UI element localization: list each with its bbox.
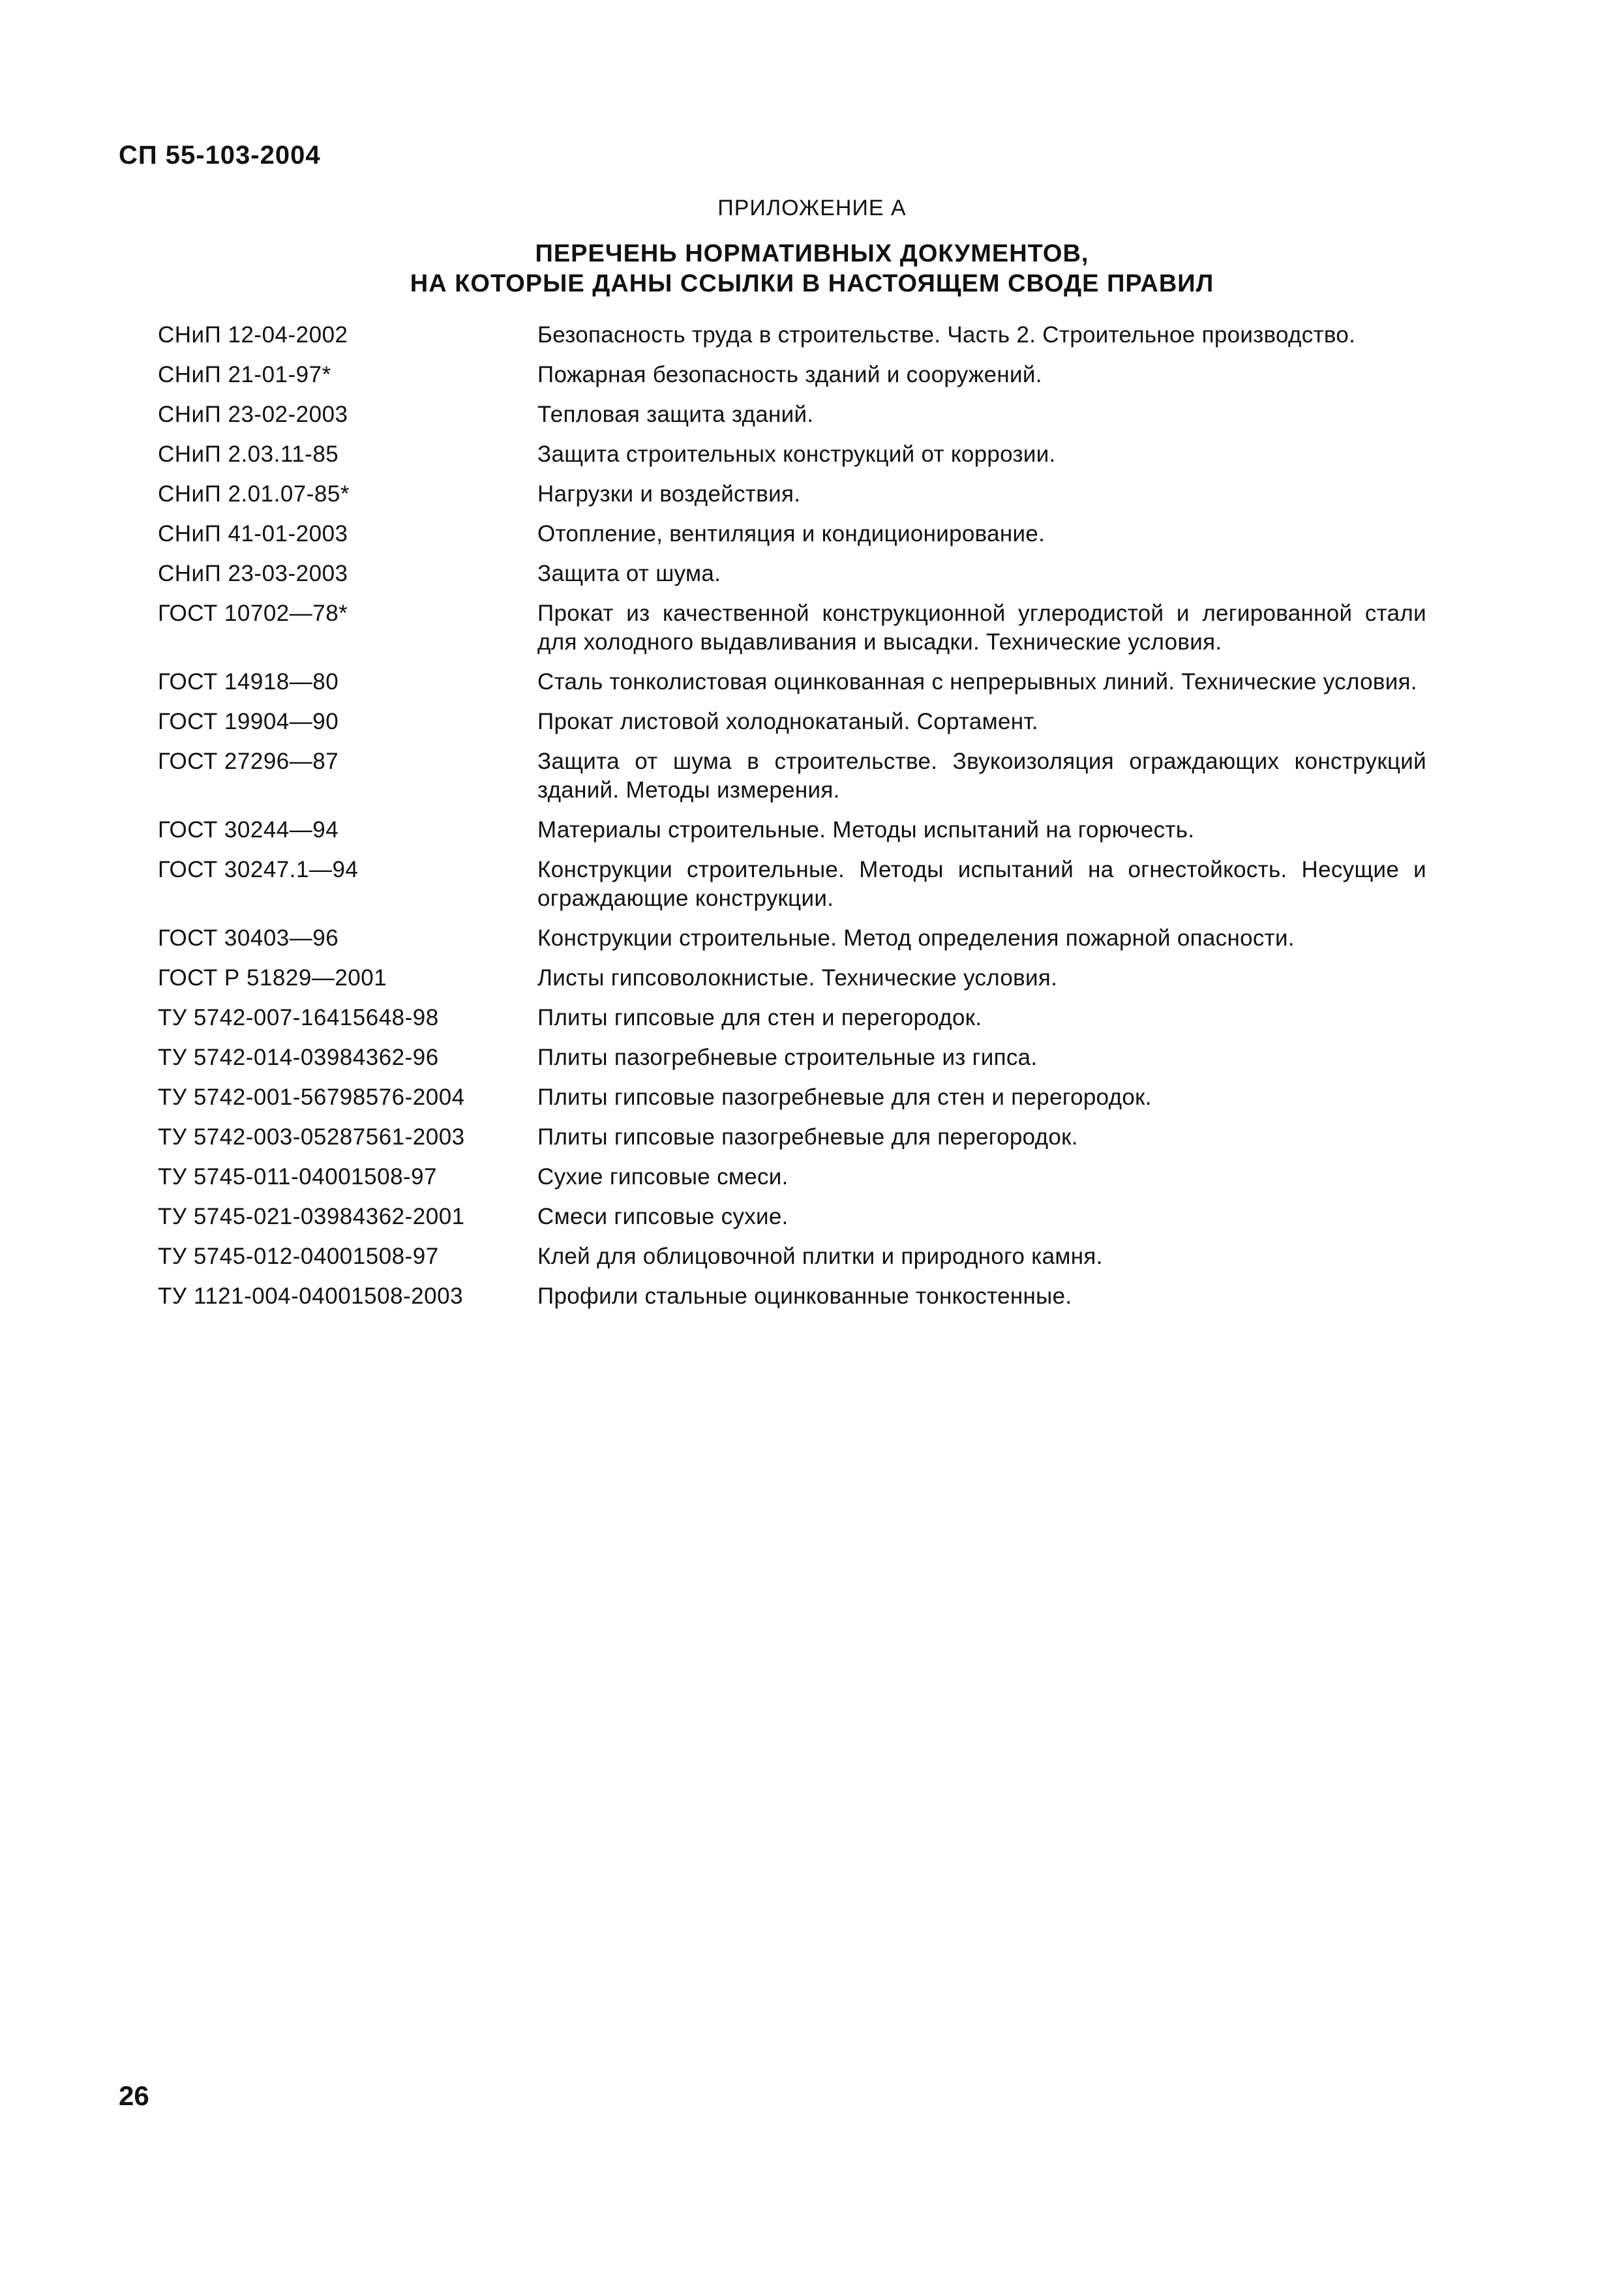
reference-row bbox=[158, 480, 1426, 509]
reference-code: СНиП 23-02-2003 bbox=[158, 402, 348, 427]
reference-title: Нагрузки и воздействия. bbox=[537, 481, 801, 507]
reference-row bbox=[158, 1242, 1426, 1271]
reference-code: ТУ 5745-011-04001508-97 bbox=[158, 1164, 438, 1190]
reference-title: Сталь тонколистовая оцинкованная с непрерывных линий. Технические условия. bbox=[537, 669, 1417, 695]
appendix-title-line-2: НА КОТОРЫЕ ДАНЫ ССЫЛКИ В НАСТОЯЩЕМ СВОДЕ ПРАВИЛ bbox=[410, 270, 1214, 297]
reference-code: ТУ 5742-007-16415648-98 bbox=[158, 1005, 439, 1030]
reference-title: Плиты гипсовые пазогребневые для перегородок. bbox=[537, 1124, 1078, 1150]
reference-row bbox=[158, 1004, 1426, 1032]
reference-code: ТУ 5742-001-56798576-2004 bbox=[158, 1085, 465, 1110]
reference-title: Защита строительных конструкций от коррозии. bbox=[537, 442, 1056, 467]
reference-code: ГОСТ 27296—87 bbox=[158, 749, 339, 774]
reference-code: ГОСТ Р 51829—2001 bbox=[158, 965, 387, 991]
reference-title: Пожарная безопасность зданий и сооружений. bbox=[537, 362, 1042, 387]
reference-code: СНиП 23-03-2003 bbox=[158, 561, 348, 586]
reference-row bbox=[158, 1282, 1426, 1311]
reference-title: Сухие гипсовые смеси. bbox=[537, 1164, 789, 1190]
reference-title: Защита от шума в строительстве. Звукоизоляция ограждающих конструкций зданий. Методы измерения. bbox=[537, 749, 1426, 803]
reference-row bbox=[158, 924, 1426, 953]
reference-code: ГОСТ 14918—80 bbox=[158, 669, 339, 695]
reference-code: ГОСТ 30403—96 bbox=[158, 925, 339, 951]
reference-row bbox=[158, 747, 1426, 805]
reference-code: СНиП 12-04-2002 bbox=[158, 322, 348, 348]
reference-row bbox=[158, 856, 1426, 913]
reference-title: Конструкции строительные. Методы испытаний на огнестойкость. Несущие и ограждающие конструкции. bbox=[537, 857, 1426, 911]
reference-row bbox=[158, 1083, 1426, 1112]
reference-title: Безопасность труда в строительстве. Часть 2. Строительное производство. bbox=[537, 322, 1356, 348]
reference-row bbox=[158, 1203, 1426, 1231]
reference-code: ТУ 5745-021-03984362-2001 bbox=[158, 1204, 465, 1229]
reference-row bbox=[158, 560, 1426, 588]
reference-row bbox=[158, 599, 1426, 657]
reference-list bbox=[158, 321, 1426, 1322]
reference-code: СНиП 2.01.07-85* bbox=[158, 481, 350, 507]
reference-title: Тепловая защита зданий. bbox=[537, 402, 814, 427]
reference-row bbox=[158, 321, 1426, 350]
reference-title: Профили стальные оцинкованные тонкостенные. bbox=[537, 1283, 1072, 1309]
reference-code: ГОСТ 30247.1—94 bbox=[158, 857, 359, 882]
reference-code: ГОСТ 30244—94 bbox=[158, 817, 339, 843]
reference-title: Прокат листовой холоднокатаный. Сортамент. bbox=[537, 709, 1038, 734]
reference-title: Прокат из качественной конструкционной углеродистой и легированной стали для холодного выдавливания и высадки. Технические условия. bbox=[537, 601, 1426, 655]
reference-row bbox=[158, 1043, 1426, 1072]
reference-row bbox=[158, 964, 1426, 993]
reference-code: СНиП 41-01-2003 bbox=[158, 521, 348, 547]
reference-row bbox=[158, 440, 1426, 469]
reference-row bbox=[158, 1163, 1426, 1191]
page-number: 26 bbox=[119, 2080, 149, 2111]
reference-title: Клей для облицовочной плитки и природного камня. bbox=[537, 1244, 1103, 1269]
reference-row bbox=[158, 1123, 1426, 1152]
reference-row bbox=[158, 708, 1426, 736]
reference-row bbox=[158, 400, 1426, 429]
reference-code: ТУ 1121-004-04001508-2003 bbox=[158, 1283, 464, 1309]
reference-title: Материалы строительные. Методы испытаний на горючесть. bbox=[537, 817, 1195, 843]
reference-code: ТУ 5745-012-04001508-97 bbox=[158, 1244, 439, 1269]
reference-title: Смеси гипсовые сухие. bbox=[537, 1204, 789, 1229]
reference-code: СНиП 21-01-97* bbox=[158, 362, 331, 387]
document-code: СП 55-103-2004 bbox=[119, 141, 321, 170]
reference-code: ГОСТ 19904—90 bbox=[158, 709, 339, 734]
appendix-label: ПРИЛОЖЕНИЕ А bbox=[717, 196, 907, 220]
reference-title: Конструкции строительные. Метод определения пожарной опасности. bbox=[537, 925, 1295, 951]
appendix-title bbox=[0, 239, 1624, 299]
reference-code: ТУ 5742-003-05287561-2003 bbox=[158, 1124, 465, 1150]
reference-row bbox=[158, 520, 1426, 548]
reference-code: СНиП 2.03.11-85 bbox=[158, 442, 339, 467]
reference-title: Плиты пазогребневые строительные из гипса. bbox=[537, 1045, 1038, 1070]
reference-code: ГОСТ 10702—78* bbox=[158, 601, 348, 626]
reference-row bbox=[158, 361, 1426, 389]
reference-title: Защита от шума. bbox=[537, 561, 721, 586]
reference-title: Листы гипсоволокнистые. Технические условия. bbox=[537, 965, 1058, 991]
reference-code: ТУ 5742-014-03984362-96 bbox=[158, 1045, 439, 1070]
reference-title: Плиты гипсовые пазогребневые для стен и перегородок. bbox=[537, 1085, 1152, 1110]
reference-title: Плиты гипсовые для стен и перегородок. bbox=[537, 1005, 982, 1030]
reference-row bbox=[158, 816, 1426, 845]
reference-row bbox=[158, 668, 1426, 696]
reference-title: Отопление, вентиляция и кондиционирование. bbox=[537, 521, 1045, 547]
appendix-title-line-1: ПЕРЕЧЕНЬ НОРМАТИВНЫХ ДОКУМЕНТОВ, bbox=[535, 240, 1089, 267]
